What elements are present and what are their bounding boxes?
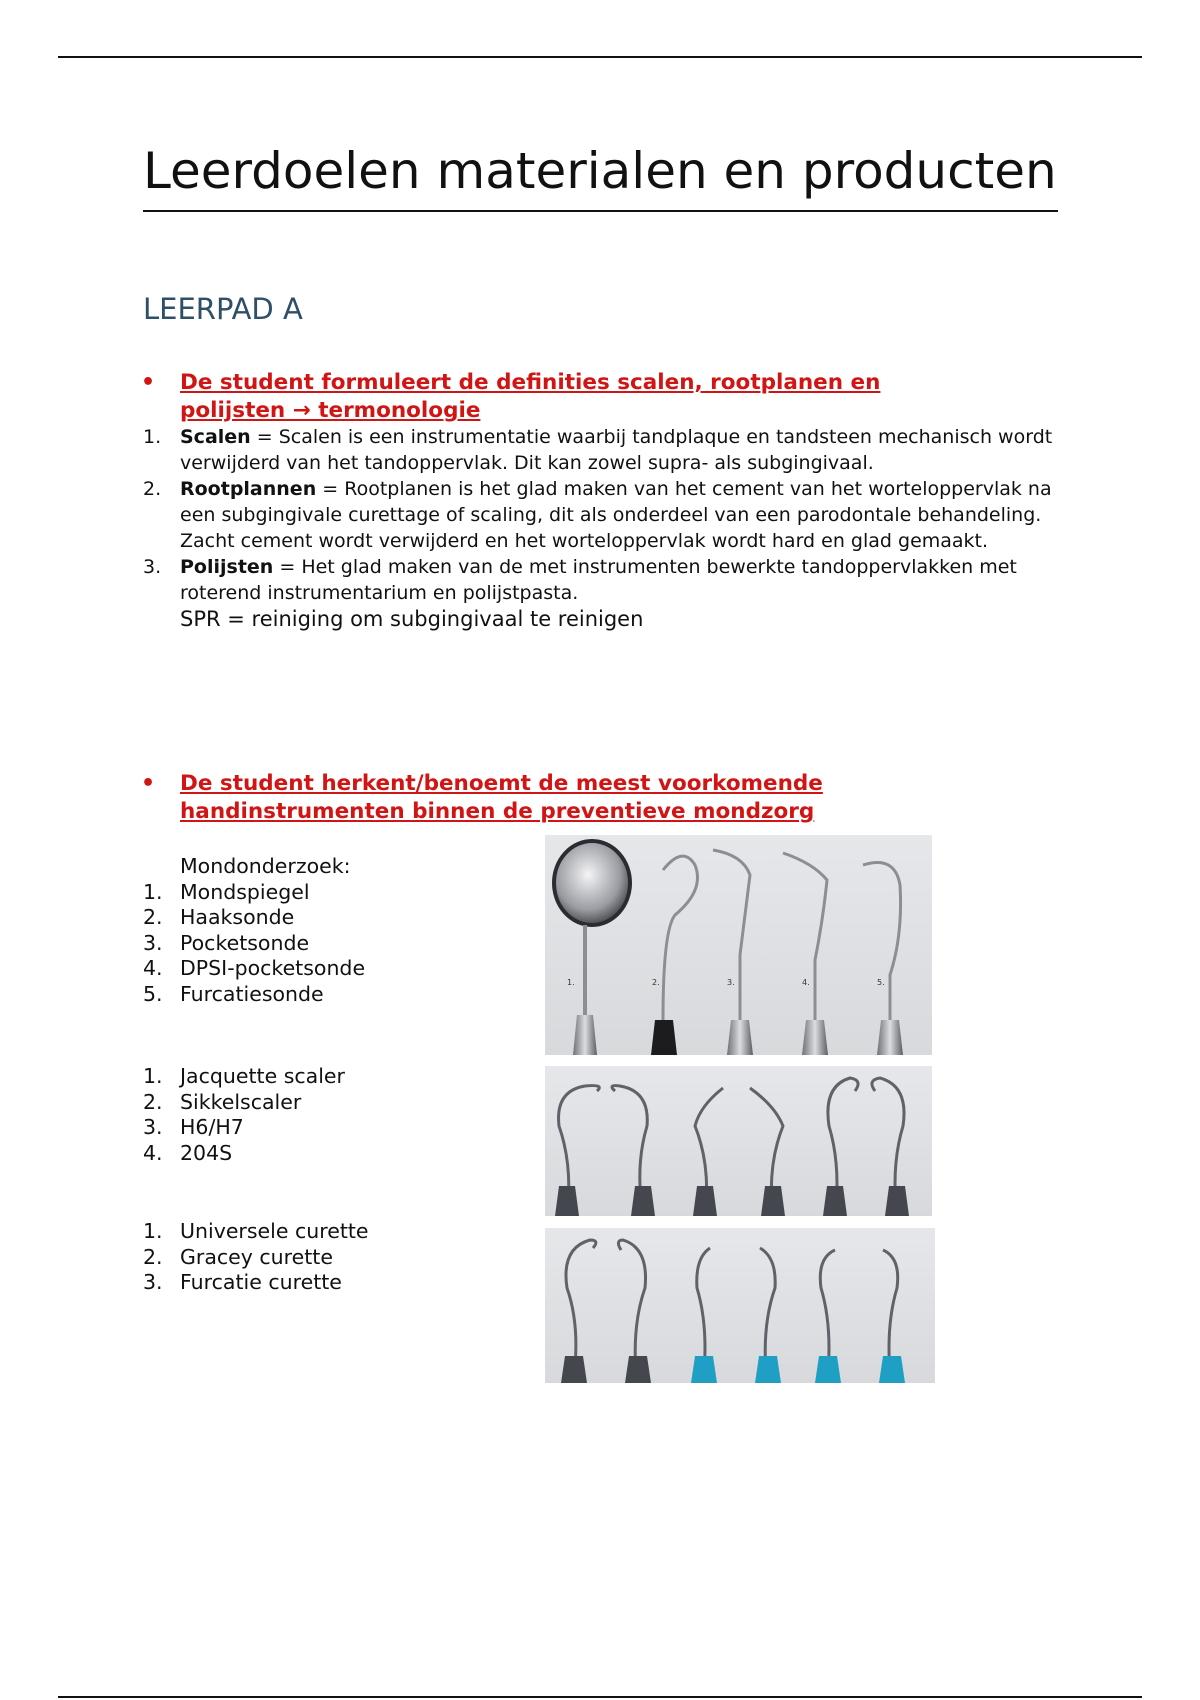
list-number: 2. bbox=[143, 1244, 163, 1269]
scalers-drawing bbox=[545, 1066, 932, 1216]
instrument-label: Haaksonde bbox=[180, 905, 295, 929]
list-number: 2. bbox=[143, 905, 163, 929]
definition-text: = Het glad maken van de met instrumenten bewerkte tandoppervlakken met roterend instrumentarium en polijstpasta. bbox=[180, 556, 1017, 604]
list-item bbox=[143, 931, 365, 957]
mirror-head bbox=[554, 841, 630, 925]
page-title: Leerdoelen materialen en producten bbox=[143, 138, 1058, 212]
list-number: 1. bbox=[143, 426, 162, 448]
instrument-list-curettes bbox=[143, 1219, 369, 1296]
list-number: 3. bbox=[143, 930, 163, 955]
definitions-list bbox=[143, 424, 1058, 632]
examination-instruments-photo bbox=[545, 835, 932, 1055]
photo-number-label: 3. bbox=[727, 978, 735, 987]
list-number: 5. bbox=[143, 981, 163, 1006]
scalers-photo bbox=[545, 1066, 932, 1216]
list-number: 3. bbox=[143, 1270, 163, 1294]
list-caption: Mondonderzoek: bbox=[180, 854, 351, 878]
definition-item bbox=[143, 476, 1058, 554]
bullet-icon: • bbox=[141, 771, 156, 796]
top-rule bbox=[58, 56, 1142, 58]
list-number: 1. bbox=[143, 879, 163, 904]
bullet-icon: • bbox=[141, 370, 156, 395]
blue-handle bbox=[755, 1356, 781, 1383]
instrument-label: Furcatie curette bbox=[180, 1270, 342, 1294]
photo-number-label: 4. bbox=[802, 978, 810, 987]
definition-item bbox=[143, 554, 1058, 632]
list-number: 2. bbox=[143, 478, 162, 500]
blue-handle bbox=[815, 1356, 841, 1383]
list-item bbox=[143, 1090, 345, 1116]
instrument-label: Universele curette bbox=[180, 1219, 369, 1243]
definition-text: = Scalen is een instrumentatie waarbij tandplaque en tandsteen mechanisch wordt verwijderd van het tandoppervlak. Dit kan zowel supra- als subgingivaal. bbox=[180, 426, 1053, 474]
instrument-list-examination bbox=[143, 854, 365, 1007]
list-number: 1. bbox=[143, 1064, 163, 1088]
list-item bbox=[143, 956, 365, 982]
definition-term: Rootplannen bbox=[180, 478, 317, 500]
examination-instruments-drawing bbox=[545, 835, 932, 1055]
instrument-list-scalers bbox=[143, 1064, 345, 1166]
definition-term: Scalen bbox=[180, 426, 251, 448]
list-item bbox=[143, 1141, 345, 1167]
list-item bbox=[143, 1270, 369, 1296]
blue-handle bbox=[691, 1356, 717, 1383]
photo-number-label: 2. bbox=[652, 978, 660, 987]
instrument-label: Sikkelscaler bbox=[180, 1089, 302, 1114]
list-number: 4. bbox=[143, 1140, 163, 1165]
instrument-label: Furcatiesonde bbox=[180, 981, 324, 1006]
objective-heading-2 bbox=[143, 770, 983, 826]
list-item bbox=[143, 1245, 369, 1271]
curettes-drawing bbox=[545, 1228, 935, 1383]
curettes-photo bbox=[545, 1228, 935, 1383]
photo-number-label: 5. bbox=[877, 978, 885, 987]
list-item bbox=[143, 982, 365, 1008]
instrument-label: Gracey curette bbox=[180, 1244, 333, 1269]
spr-note: SPR = reiniging om subgingivaal te reinigen bbox=[180, 607, 644, 631]
instrument-label: Pocketsonde bbox=[180, 930, 310, 955]
definition-item bbox=[143, 424, 1058, 476]
list-item bbox=[143, 1219, 369, 1245]
definition-text: = Rootplanen is het glad maken van het cement van het worteloppervlak na een subgingivale curettage of scaling, dit als onderdeel van een parodontale behandeling. Zacht cement wordt verwijderd en het worteloppervlak wordt hard en glad gemaakt. bbox=[180, 478, 1052, 552]
objective-text: De student formuleert de definities scalen, rootplanen en polijsten → termonologie bbox=[180, 370, 881, 423]
section-heading: LEERPAD A bbox=[143, 292, 303, 326]
instrument-label: Jacquette scaler bbox=[180, 1064, 345, 1088]
list-item bbox=[143, 880, 365, 906]
list-item bbox=[143, 905, 365, 931]
list-item bbox=[143, 1064, 345, 1090]
instrument-label: 204S bbox=[180, 1140, 233, 1165]
photo-number-label: 1. bbox=[567, 978, 575, 987]
instrument-label: DPSI-pocketsonde bbox=[180, 956, 366, 980]
instrument-label: Mondspiegel bbox=[180, 879, 310, 904]
objective-heading-1 bbox=[143, 369, 983, 425]
list-number: 4. bbox=[143, 956, 163, 980]
instrument-label: H6/H7 bbox=[180, 1115, 244, 1139]
blue-handle bbox=[879, 1356, 905, 1383]
list-number: 3. bbox=[143, 556, 162, 578]
list-item bbox=[143, 1115, 345, 1141]
definition-term: Polijsten bbox=[180, 556, 274, 578]
list-number: 1. bbox=[143, 1219, 163, 1243]
bottom-rule bbox=[58, 1696, 1142, 1698]
objective-text: De student herkent/benoemt de meest voorkomende handinstrumenten binnen de preventieve mondzorg bbox=[180, 771, 823, 824]
list-number: 3. bbox=[143, 1115, 163, 1139]
list-number: 2. bbox=[143, 1089, 163, 1114]
